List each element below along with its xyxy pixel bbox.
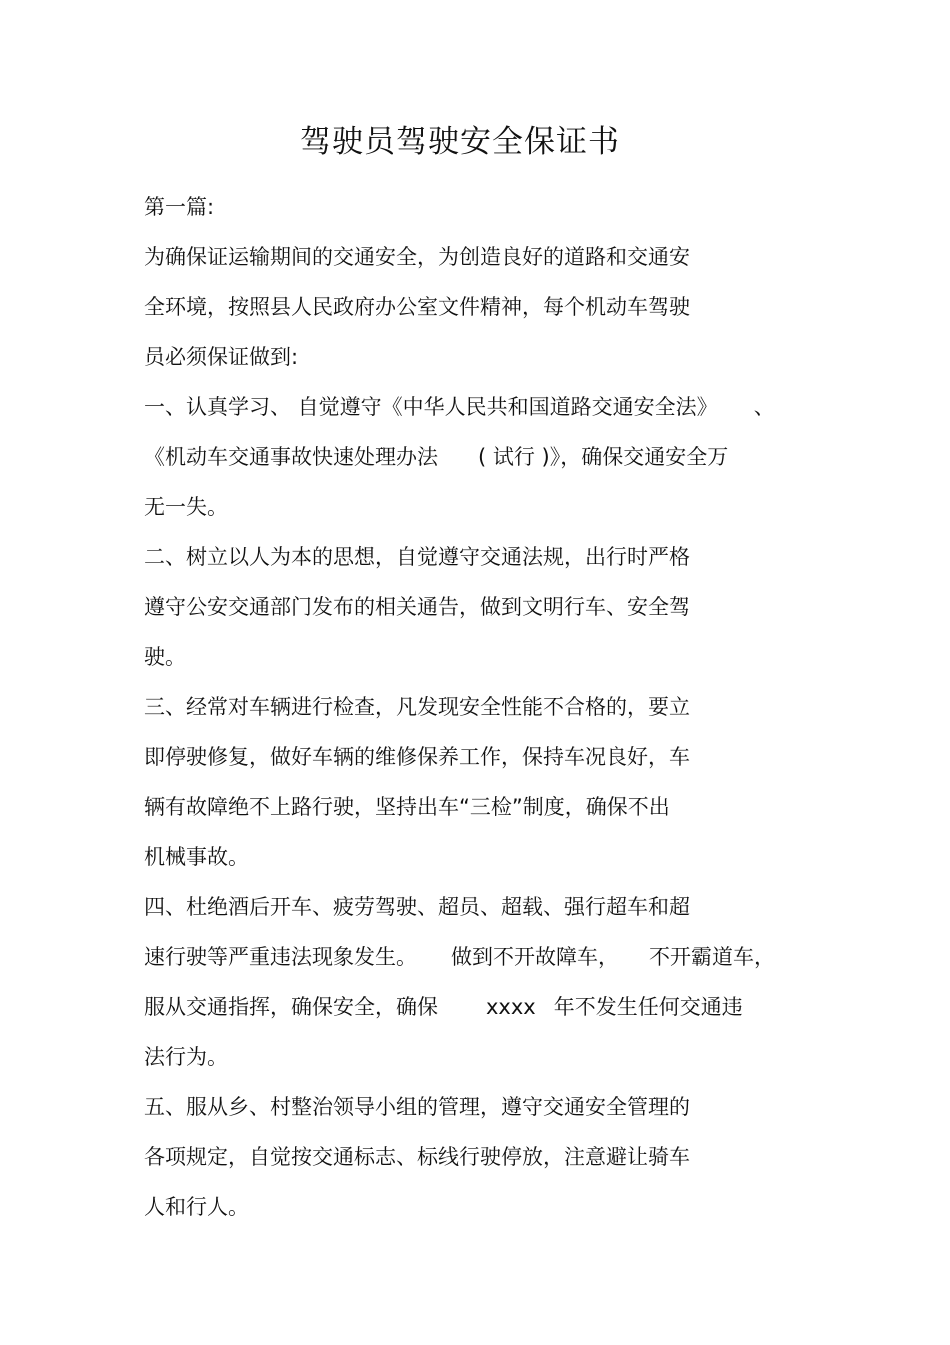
paragraph-text: 辆有故障绝不上路行驶，坚持出车“三检”制度，确保不出 (144, 795, 670, 819)
paragraph-text: 四、杜绝酒后开车、疲劳驾驶、超员、超载、强行超车和超 (144, 895, 690, 919)
paragraph-text: 机械事故。 (144, 845, 249, 869)
paragraph-line (144, 582, 824, 632)
paragraph-text: 各项规定，自觉按交通标志、标线行驶停放，注意避让骑车 (144, 1145, 690, 1169)
paragraph-text: 人和行人。 (144, 1195, 249, 1219)
paragraph-line (144, 832, 824, 882)
paragraph-line (144, 432, 824, 482)
paragraph-text: 二、树立以人为本的思想，自觉遵守交通法规，出行时严格 (144, 545, 690, 569)
paragraph-text: 无一失。 (144, 495, 228, 519)
paragraph-text: 即停驶修复，做好车辆的维修保养工作，保持车况良好，车 (144, 745, 690, 769)
paragraph-line (144, 382, 824, 432)
paragraph-text: 遵守公安交通部门发布的相关通告，做到文明行车、安全驾 (144, 595, 690, 619)
paragraph-text: 不开霸道车， (649, 945, 775, 969)
paragraph-line (144, 682, 824, 732)
paragraph-text: 《机动车交通事故快速处理办法 (144, 445, 438, 469)
paragraph-text: 全环境，按照县人民政府办公室文件精神，每个机动车驾驶 (144, 295, 690, 319)
paragraph-line (144, 782, 824, 832)
paragraph-text: 三、经常对车辆进行检查，凡发现安全性能不合格的，要立 (144, 695, 690, 719)
paragraph-line (144, 1182, 824, 1232)
paragraph-line (144, 532, 824, 582)
paragraph-text: 服从交通指挥，确保安全，确保 (144, 995, 438, 1019)
paragraph-text: 五、服从乡、村整治领导小组的管理，遵守交通安全管理的 (144, 1095, 690, 1119)
paragraph-text: 员必须保证做到: (144, 345, 299, 369)
paragraph-text: 年不发生任何交通违 (553, 995, 743, 1019)
paragraph-line (144, 232, 824, 282)
paragraph-line (144, 732, 824, 782)
paragraph-text: 驶。 (144, 645, 186, 669)
paragraph-text: ( 试行 )》，确保交通安全万 (478, 445, 729, 469)
paragraph-text: xxxx (486, 995, 536, 1019)
section-heading (144, 182, 824, 232)
paragraph-text: 一、认真学习、 自觉遵守《中华人民共和国道路交通安全法》 (144, 395, 718, 419)
paragraph-line (144, 1082, 824, 1132)
paragraph-text: 速行驶等严重违法现象发生。 (144, 945, 417, 969)
paragraph-line (144, 482, 824, 532)
paragraph-text: 、 (753, 395, 775, 419)
paragraph-line (144, 1032, 824, 1082)
paragraph-line (144, 1132, 824, 1182)
paragraph-text: 做到不开故障车， (451, 945, 619, 969)
paragraph-text: 法行为。 (144, 1045, 228, 1069)
document-title: 驾驶员驾驶安全保证书 (300, 124, 620, 160)
document-body (144, 182, 824, 1232)
paragraph-text: 为确保证运输期间的交通安全，为创造良好的道路和交通安 (144, 245, 690, 269)
paragraph-line (144, 882, 824, 932)
paragraph-line (144, 982, 824, 1032)
paragraph-line (144, 932, 824, 982)
section-heading-text: 第一篇: (144, 195, 215, 219)
paragraph-line (144, 332, 824, 382)
paragraph-line (144, 282, 824, 332)
paragraph-line (144, 632, 824, 682)
